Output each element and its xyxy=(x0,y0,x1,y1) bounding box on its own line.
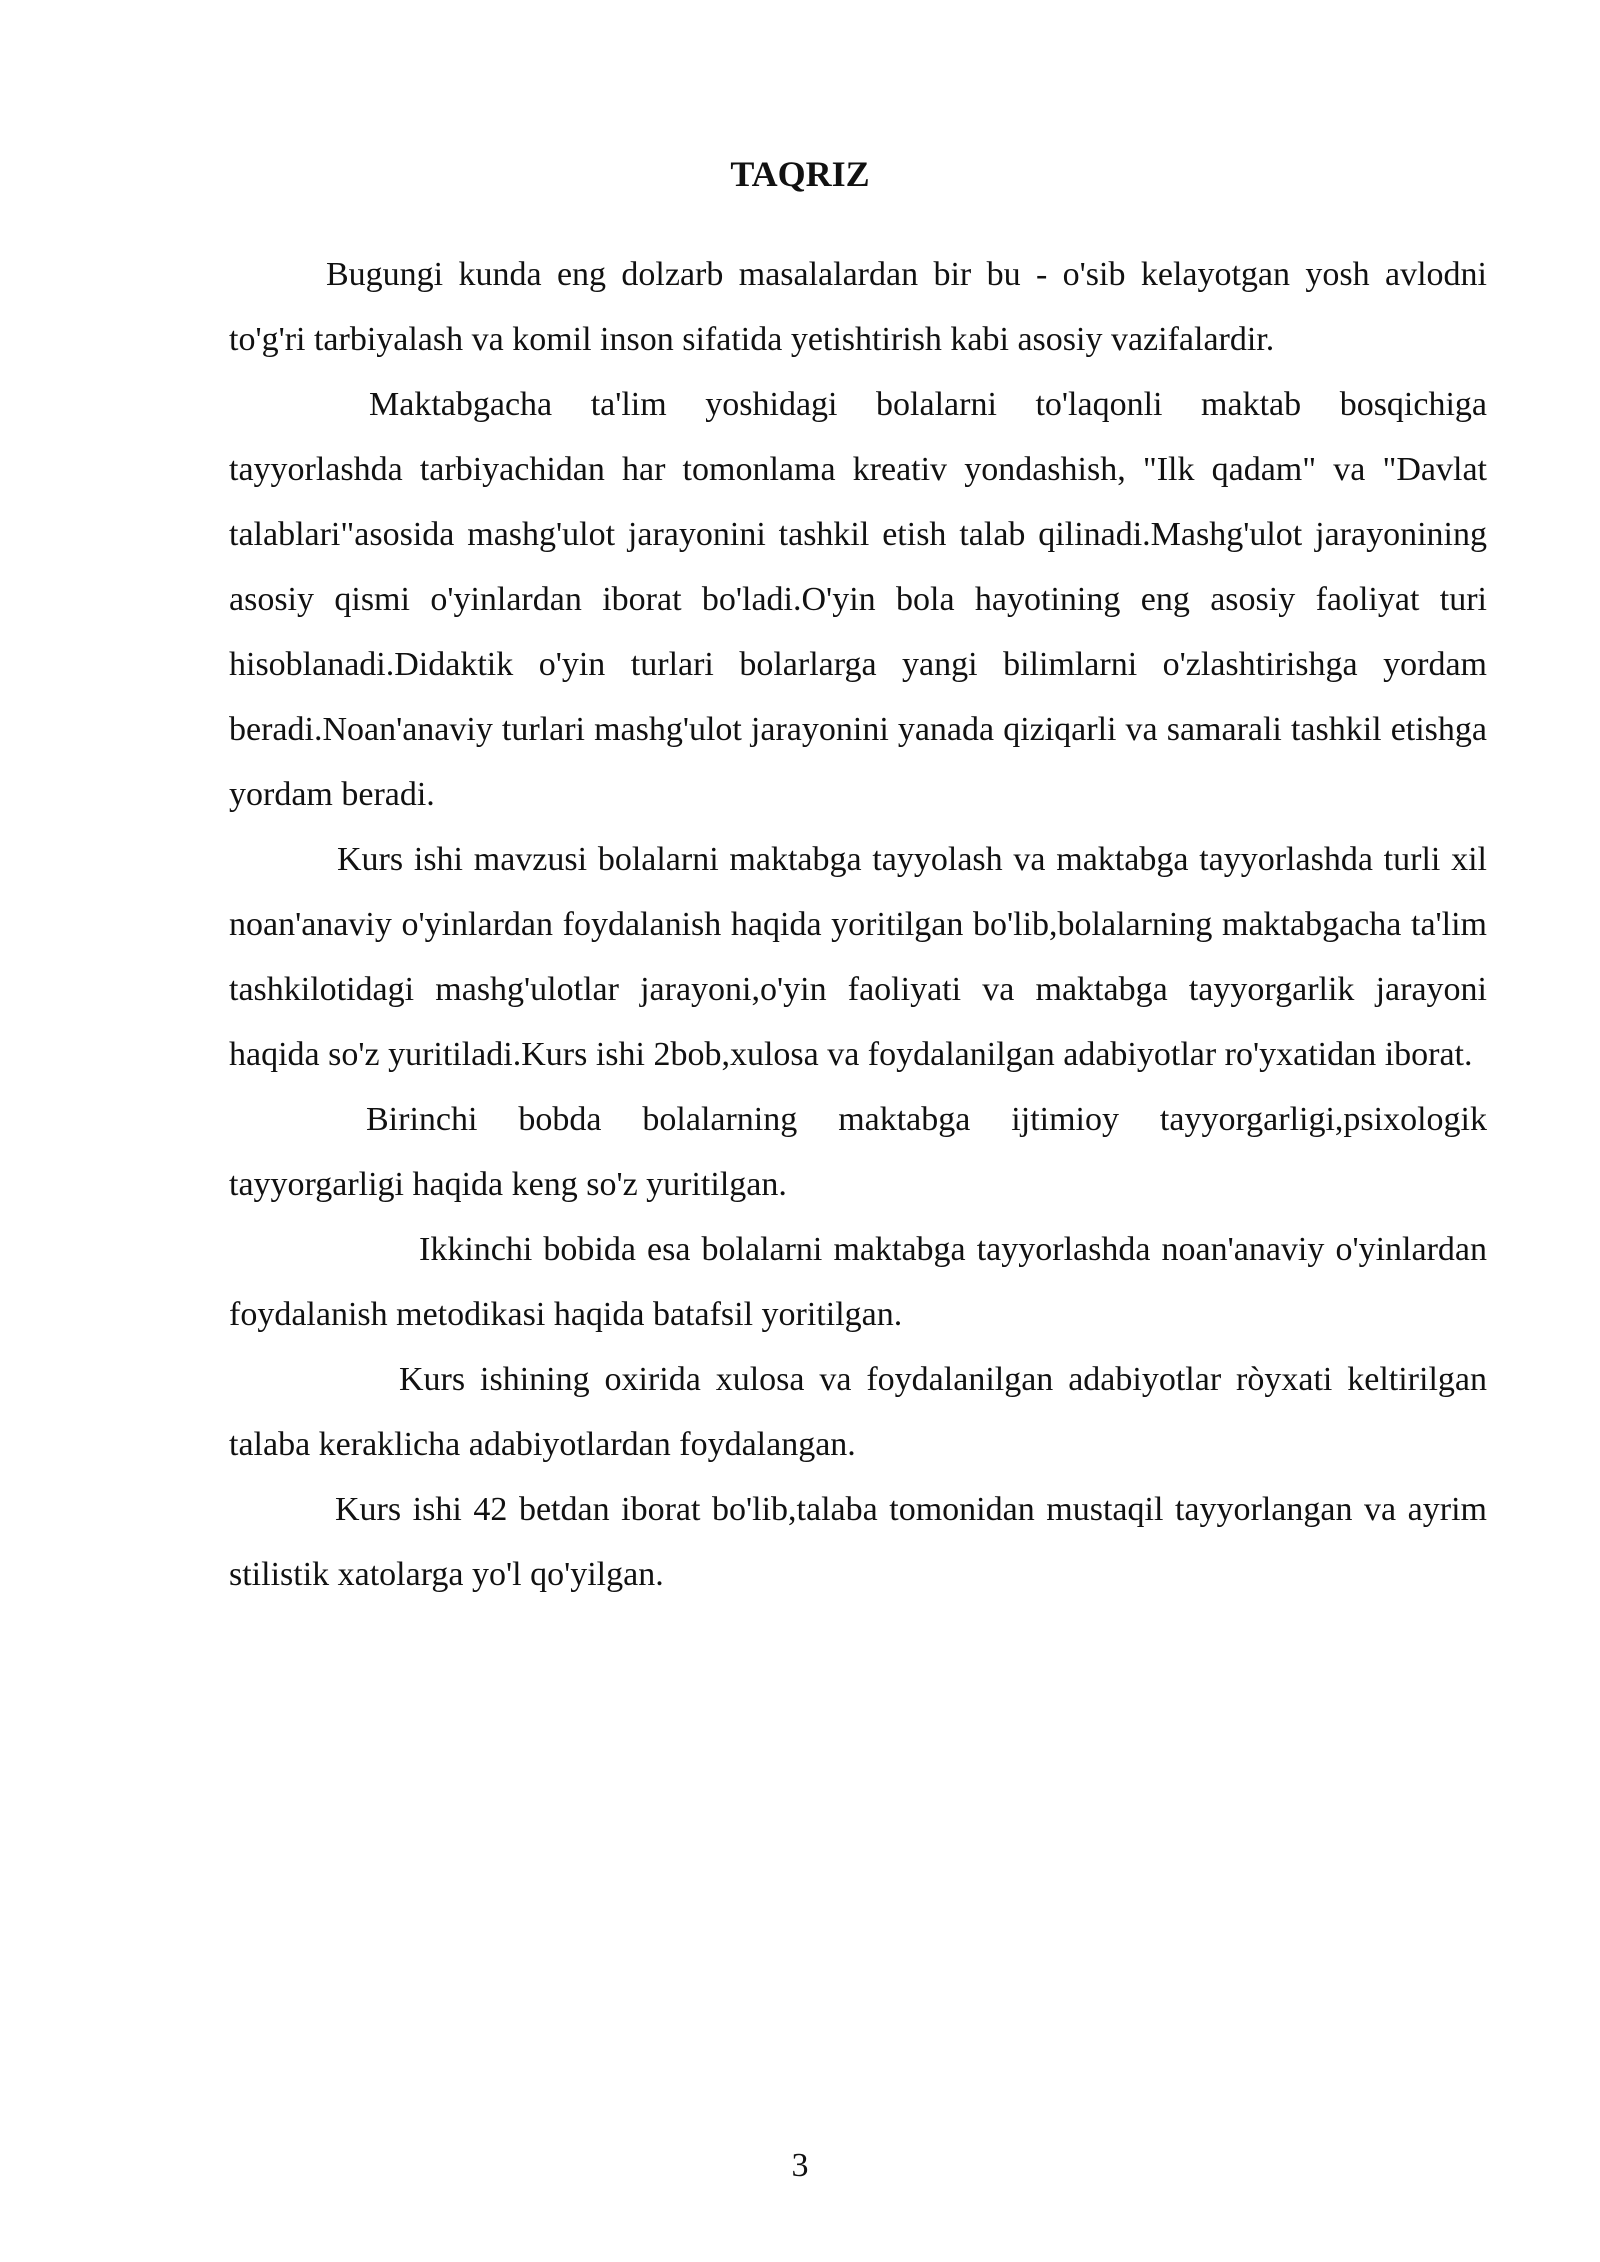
page-number: 3 xyxy=(791,2147,809,2184)
paragraph-chapter-two: Ikkinchi bobida esa bolalarni maktabga tayyorlashda noan'anaviy o'yinlardan foydalanish metodikasi haqida batafsil yoritilgan. xyxy=(229,1231,1487,1333)
paragraph-intro: Bugungi kunda eng dolzarb masalalardan bir bu - o'sib kelayotgan yosh avlodni to'g'ri tarbiyalash va komil inson sifatida yetishtirish kabi asosiy vazifalardir. xyxy=(229,256,1487,358)
paragraph-preschool: Maktabgacha ta'lim yoshidagi bolalarni to'laqonli maktab bosqichiga tayyorlashda tarbiyachidan har tomonlama kreativ yondashish, "Ilk qadam" va "Davlat talablari"asosida mashg'ulot jarayonini tashkil etish talab qilinadi.Mashg'ulot jarayonining asosiy qismi o'yinlardan iborat bo'ladi.O'yin bola hayotining eng asosiy faoliyat turi hisoblanadi.Didaktik o'yin turlari bolarlarga yangi bilimlarni o'zlashtirishga yordam beradi.Noan'anaviy turlari mashg'ulot jarayonini yanada qiziqarli va samarali tashkil etishga yordam beradi. xyxy=(229,386,1487,813)
page-title: TAQRIZ xyxy=(730,154,870,194)
review-body xyxy=(229,242,1487,1607)
paragraph-chapter-one: Birinchi bobda bolalarning maktabga ijtimioy tayyorgarligi,psixologik tayyorgarligi haqida keng so'z yuritilgan. xyxy=(229,1101,1487,1203)
paragraph-course-topic: Kurs ishi mavzusi bolalarni maktabga tayyolash va maktabga tayyorlashda turli xil noan'anaviy o'yinlardan foydalanish haqida yoritilgan bo'lib,bolalarning maktabgacha ta'lim tashkilotidagi mashg'ulotlar jarayoni,o'yin faoliyati va maktabga tayyorgarlik jarayoni haqida so'z yuritiladi.Kurs ishi 2bob,xulosa va foydalanilgan adabiyotlar ro'yxatidan iborat. xyxy=(229,841,1487,1073)
paragraph-conclusion: Kurs ishining oxirida xulosa va foydalanilgan adabiyotlar ròyxati keltirilgan talaba keraklicha adabiyotlardan foydalangan. xyxy=(229,1361,1487,1463)
paragraph-page-count: Kurs ishi 42 betdan iborat bo'lib,talaba tomonidan mustaqil tayyorlangan va ayrim stilistik xatolarga yo'l qo'yilgan. xyxy=(229,1491,1487,1593)
